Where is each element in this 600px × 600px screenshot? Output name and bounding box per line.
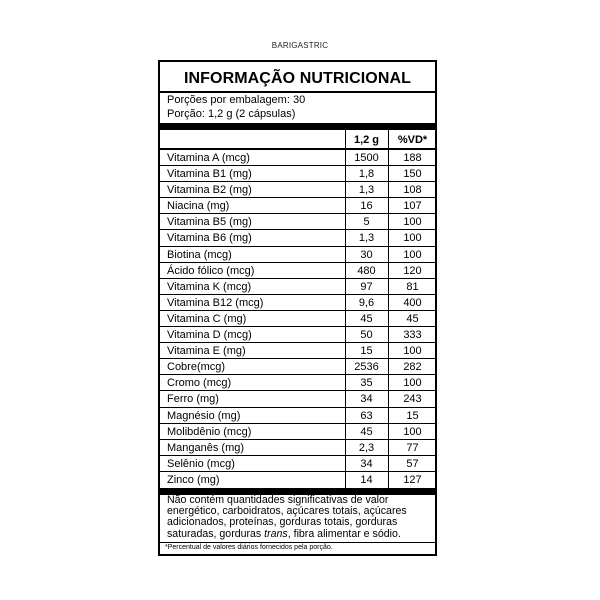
nutrient-amount: 34	[360, 393, 373, 406]
nutrient-amount: 5	[363, 216, 370, 229]
nutrient-amount: 63	[360, 409, 373, 422]
disclaimer-text-end: , fibra alimentar e sódio.	[287, 527, 401, 540]
title-divider	[160, 91, 435, 93]
nutrient-dv: 15	[406, 409, 419, 422]
nutrient-name: Vitamina B12 (mcg)	[167, 296, 264, 309]
nutrient-amount: 14	[360, 473, 373, 486]
table-row	[160, 408, 435, 424]
nutrient-dv: 81	[406, 280, 419, 293]
table-row	[160, 327, 435, 343]
footnote: *Percentual de valores diários fornecidos pela porção.	[165, 544, 333, 551]
table-row	[160, 263, 435, 279]
nutrient-dv: 120	[403, 264, 422, 277]
table-row	[160, 343, 435, 359]
nutrient-name: Vitamina A (mcg)	[167, 152, 250, 164]
nutrient-amount: 45	[360, 312, 373, 325]
table-row	[160, 166, 435, 182]
table-row	[160, 247, 435, 263]
table-row	[160, 424, 435, 440]
nutrient-amount: 97	[360, 280, 373, 293]
nutrient-dv: 108	[403, 184, 422, 197]
nutrient-dv: 333	[403, 329, 422, 342]
nutrient-dv: 243	[403, 393, 422, 406]
table-row	[160, 359, 435, 375]
nutrient-dv: 77	[406, 441, 419, 454]
disclaimer-note	[167, 495, 431, 540]
nutrient-name: Ácido fólico (mcg)	[167, 264, 255, 277]
nutrient-name: Vitamina B6 (mg)	[167, 232, 252, 245]
table-row	[160, 311, 435, 327]
nutrient-name: Niacina (mg)	[167, 200, 230, 213]
nutrient-dv: 282	[403, 361, 422, 374]
nutrient-name: Biotina (mcg)	[167, 248, 232, 261]
nutrient-name: Vitamina D (mcg)	[167, 329, 252, 342]
nutrient-dv: 127	[403, 473, 422, 486]
note-divider	[160, 542, 435, 543]
serving-size: Porção: 1,2 g (2 cápsulas)	[167, 108, 296, 120]
nutrient-amount: 1,3	[358, 184, 375, 197]
table-title: INFORMAÇÃO NUTRICIONAL	[183, 70, 412, 87]
nutrient-name: Vitamina C (mg)	[167, 312, 247, 325]
table-row	[160, 230, 435, 246]
brand-name: BARIGASTRIC	[271, 41, 329, 50]
nutrient-amount: 35	[360, 377, 373, 390]
servings-per-package: Porções por embalagem: 30	[167, 94, 306, 106]
nutrient-amount: 480	[357, 264, 376, 277]
nutrient-amount: 1,3	[358, 232, 375, 245]
nutrient-amount: 2,3	[358, 441, 375, 454]
nutrient-name: Selênio (mcg)	[167, 457, 235, 470]
nutrition-facts-panel	[158, 60, 437, 556]
nutrient-amount: 45	[360, 425, 373, 438]
nutrient-dv: 100	[403, 248, 422, 261]
nutrient-name: Molibdênio (mcg)	[167, 425, 252, 438]
nutrient-amount: 1,8	[358, 168, 375, 181]
table-row	[160, 279, 435, 295]
table-row	[160, 391, 435, 407]
nutrient-dv: 100	[403, 216, 422, 229]
disclaimer-italic: trans	[264, 527, 288, 540]
table-row	[160, 214, 435, 230]
nutrient-name: Cobre(mcg)	[167, 361, 226, 374]
nutrient-name: Manganês (mg)	[167, 441, 245, 454]
nutrient-name: Vitamina K (mcg)	[167, 280, 252, 293]
nutrient-dv: 100	[403, 425, 422, 438]
table-row	[160, 472, 435, 488]
nutrient-dv: 100	[403, 345, 422, 358]
nutrient-dv: 100	[403, 232, 422, 245]
nutrient-name: Magnésio (mg)	[167, 409, 241, 422]
table-row	[160, 375, 435, 391]
nutrient-amount: 1500	[354, 152, 379, 164]
nutrient-name: Vitamina B5 (mg)	[167, 216, 252, 229]
nutrient-dv: 400	[403, 296, 422, 309]
table-row	[160, 198, 435, 214]
table-row	[160, 440, 435, 456]
table-row	[160, 150, 435, 166]
dv-column-header: %VD*	[397, 134, 428, 146]
nutrient-name: Vitamina E (mg)	[167, 345, 246, 358]
amount-column-header: 1,2 g	[353, 134, 380, 146]
nutrient-amount: 50	[360, 329, 373, 342]
nutrient-dv: 45	[406, 312, 419, 325]
nutrient-amount: 2536	[354, 361, 379, 374]
nutrient-dv: 107	[403, 200, 422, 213]
nutrient-rows	[160, 150, 435, 488]
table-row	[160, 182, 435, 198]
nutrient-name: Vitamina B2 (mg)	[167, 184, 252, 197]
nutrient-name: Cromo (mcg)	[167, 377, 232, 390]
nutrient-amount: 34	[360, 457, 373, 470]
nutrient-dv: 100	[403, 377, 422, 390]
serving-divider	[160, 123, 435, 130]
nutrient-dv: 150	[403, 168, 422, 181]
nutrient-dv: 57	[406, 457, 419, 470]
table-row	[160, 456, 435, 472]
nutrient-name: Vitamina B1 (mg)	[167, 168, 252, 181]
nutrient-amount: 9,6	[358, 296, 375, 309]
nutrient-amount: 15	[360, 345, 373, 358]
nutrient-amount: 30	[360, 248, 373, 261]
nutrient-name: Ferro (mg)	[167, 393, 219, 406]
nutrient-name: Zinco (mg)	[167, 473, 220, 486]
table-row	[160, 295, 435, 311]
nutrient-dv: 188	[403, 152, 422, 164]
disclaimer-text: Não contém quantidades significativas de valor energético, carboidratos, açúcares totais, açúcares adicionados, proteínas, gorduras totais, gorduras saturadas, gorduras	[167, 494, 407, 540]
nutrient-amount: 16	[360, 200, 373, 213]
